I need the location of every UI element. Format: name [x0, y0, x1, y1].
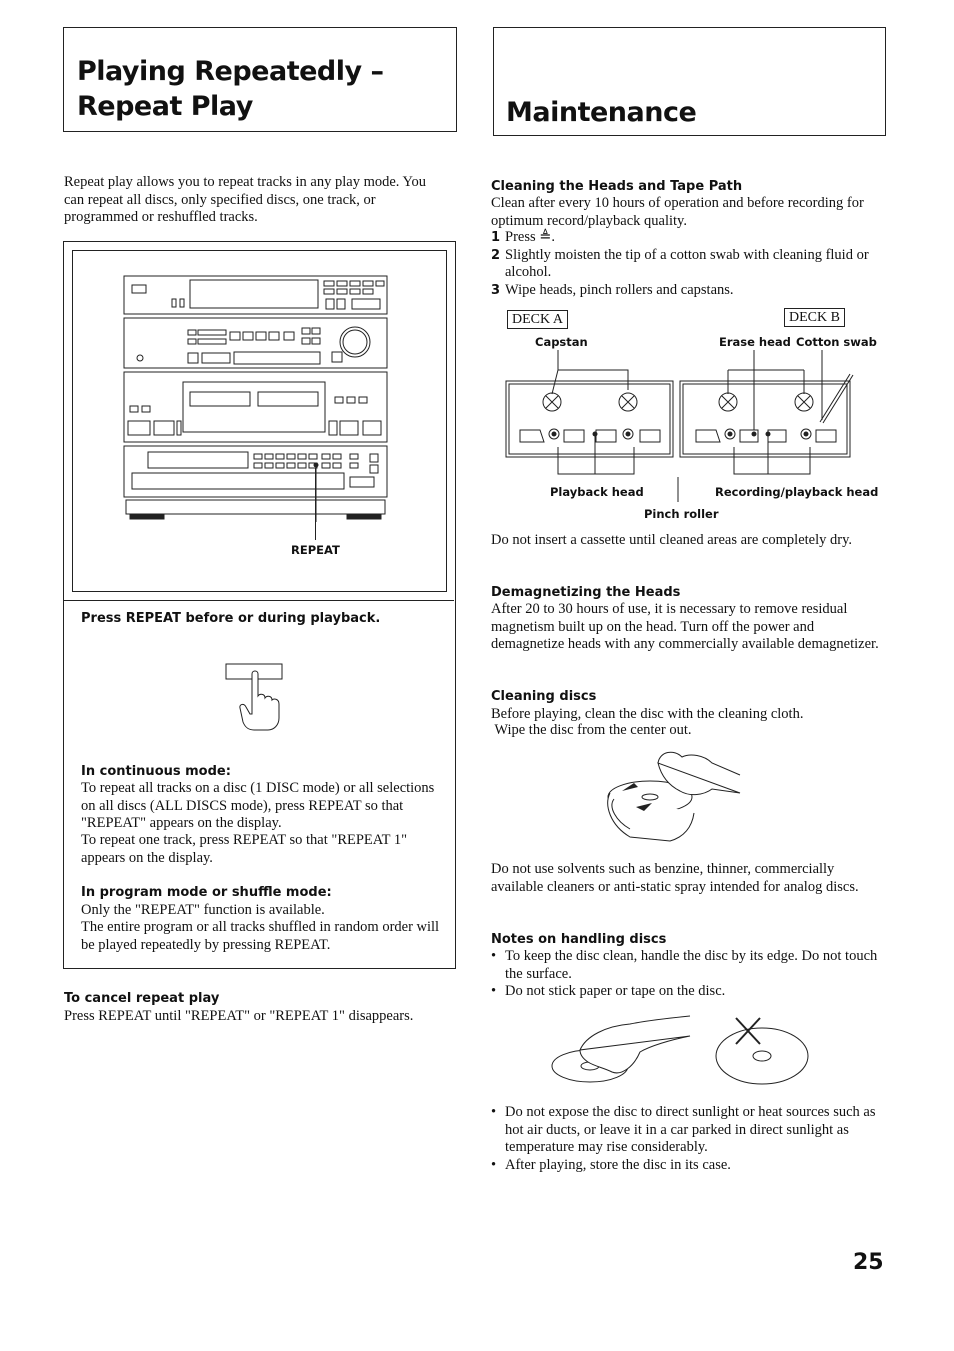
step-1: 1 Press ≜. [491, 229, 556, 245]
page-number: 25 [853, 1250, 884, 1275]
continuous-text1: To repeat all tracks on a disc (1 DISC mode) or all selections on all discs (ALL DISCS mode), press REPEAT so that "REPEAT" appears on the display. [81, 780, 435, 831]
deck-b-label: DECK B [784, 308, 845, 327]
note-bullet-2: • Do not stick paper or tape on the disc. [491, 983, 726, 999]
solvents-text: Do not use solvents such as benzine, thinner, commercially available cleaners or anti-static spray intended for analog discs. [491, 861, 859, 895]
playback-head-label: Playback head [550, 485, 644, 499]
cancel-text: Press REPEAT until "REPEAT" or "REPEAT 1" disappears. [64, 1008, 414, 1024]
step-3: 3 Wipe heads, pinch rollers and capstans. [491, 281, 734, 298]
disc-handling-illustration [550, 1010, 810, 1090]
program-text2: The entire program or all tracks shuffled in random order will be played repeatedly by pressing REPEAT. [81, 919, 440, 953]
program-heading: In program mode or shuffle mode: [81, 885, 332, 900]
press-instruction: Press REPEAT before or during playback. [81, 611, 381, 626]
repeat-line [315, 468, 316, 540]
repeat-label: REPEAT [291, 543, 340, 557]
deck-a-label: DECK A [507, 310, 568, 329]
notes-bullets-2 [491, 1104, 883, 1174]
demag-heading: Demagnetizing the Heads [491, 585, 681, 600]
repeat-button-press-illustration [222, 660, 288, 732]
repeat-intro: Repeat play allows you to repeat tracks in any play mode. You can repeat all discs, only specified discs, one track, or programmed or reshuffled tracks. [64, 174, 427, 225]
note-bullet-3: • Do not expose the disc to direct sunlight or heat sources such as hot air ducts, or leave it in a car parked in direct sunlight as temperature may rise considerably. [491, 1104, 876, 1155]
left-title-box [63, 27, 457, 132]
notes-heading: Notes on handling discs [491, 932, 667, 947]
continuous-heading: In continuous mode: [81, 764, 231, 779]
right-title-box [493, 27, 886, 136]
stereo-system-illustration [120, 272, 392, 522]
step-2: 2 Slightly moisten the tip of a cotton swab with cleaning fluid or alcohol. [491, 246, 869, 280]
notes-bullets [491, 948, 883, 1001]
continuous-text2: To repeat one track, press REPEAT so that "REPEAT 1" appears on the display. [81, 832, 408, 866]
demag-text: After 20 to 30 hours of use, it is necessary to remove residual magnetism built up on the head. Turn off the power and demagnetize heads with any commercially available demagnetizer. [491, 601, 879, 652]
dry-note: Do not insert a cassette until cleaned areas are completely dry. [491, 532, 853, 548]
note-bullet-4: • After playing, store the disc in its case. [491, 1156, 731, 1173]
cleaning-heads-text: Clean after every 10 hours of operation and before recording for optimum record/playback quality. [491, 195, 864, 229]
tape-deck-heads-diagram [500, 350, 860, 502]
capstan-label: Capstan [535, 335, 588, 349]
maintenance-title: Maintenance [506, 97, 697, 128]
disc-cleaning-illustration [600, 745, 746, 845]
pinch-roller-label: Pinch roller [644, 507, 719, 521]
program-text1: Only the "REPEAT" function is available. [81, 902, 325, 918]
cleaning-heads-heading: Cleaning the Heads and Tape Path [491, 179, 743, 194]
recording-playback-head-label: Recording/playback head [715, 485, 879, 499]
panel-divider [63, 600, 454, 601]
erase-head-label: Erase head [719, 335, 791, 349]
cancel-heading: To cancel repeat play [64, 991, 220, 1006]
cotton-swab-label: Cotton swab [796, 335, 877, 349]
discs-text2: Wipe the disc from the center out. [491, 722, 692, 738]
cleaning-steps [491, 229, 883, 299]
discs-text1: Before playing, clean the disc with the cleaning cloth. [491, 706, 804, 722]
discs-heading: Cleaning discs [491, 689, 597, 704]
note-bullet-1: • To keep the disc clean, handle the disc by its edge. Do not touch the surface. [491, 948, 878, 982]
left-title: Playing Repeatedly – Repeat Play [77, 56, 384, 122]
